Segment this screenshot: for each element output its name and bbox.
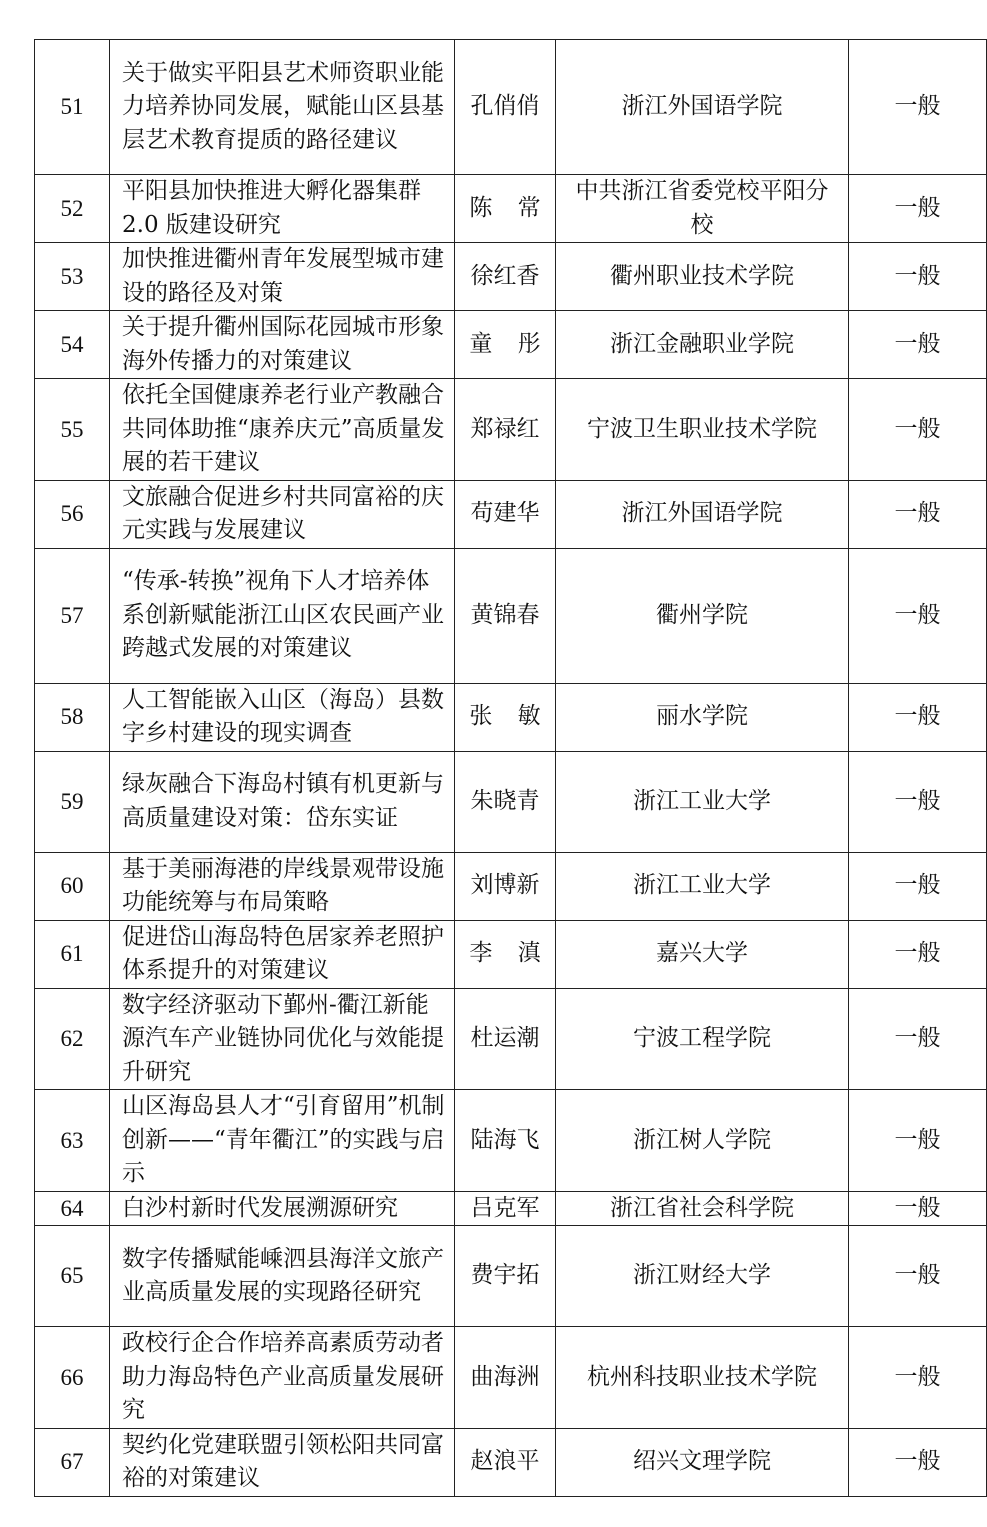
- author-name: 李滇: [469, 940, 566, 967]
- institution: 浙江工业大学: [556, 852, 849, 920]
- row-number: 63: [35, 1090, 110, 1192]
- table-row: [35, 243, 987, 311]
- grade-level: 一般: [849, 1327, 987, 1429]
- table-row: [35, 920, 987, 988]
- table-row: [35, 988, 987, 1090]
- row-number: 65: [35, 1226, 110, 1327]
- grade-level: 一般: [849, 480, 987, 548]
- project-title: 白沙村新时代发展溯源研究: [110, 1191, 455, 1226]
- author-name: 陆海飞: [455, 1090, 556, 1192]
- institution: 浙江工业大学: [556, 751, 849, 852]
- grade-level: 一般: [849, 243, 987, 311]
- project-list-table: [34, 39, 987, 1497]
- table-row: [35, 751, 987, 852]
- table-row: [35, 683, 987, 751]
- project-title: 数字传播赋能嵊泗县海洋文旅产业高质量发展的实现路径研究: [110, 1226, 455, 1327]
- project-title: 平阳县加快推进大孵化器集群 2.0 版建设研究: [110, 175, 455, 243]
- table-row: [35, 311, 987, 379]
- grade-level: 一般: [849, 852, 987, 920]
- row-number: 54: [35, 311, 110, 379]
- table-row: [35, 379, 987, 481]
- table-row: [35, 175, 987, 243]
- project-title: “传承-转换”视角下人才培养体系创新赋能浙江山区农民画产业跨越式发展的对策建议: [110, 548, 455, 683]
- project-title: 山区海岛县人才“引育留用”机制创新——“青年衢江”的实践与启示: [110, 1090, 455, 1192]
- project-title: 加快推进衢州青年发展型城市建设的路径及对策: [110, 243, 455, 311]
- author-name: 费宇拓: [455, 1226, 556, 1327]
- table-body: [35, 40, 987, 1497]
- row-number: 55: [35, 379, 110, 481]
- row-number: 58: [35, 683, 110, 751]
- institution: 丽水学院: [556, 683, 849, 751]
- project-title: 绿灰融合下海岛村镇有机更新与高质量建设对策：岱东实证: [110, 751, 455, 852]
- table-row: [35, 852, 987, 920]
- author-name: 曲海洲: [455, 1327, 556, 1429]
- project-title: 政校行企合作培养高素质劳动者助力海岛特色产业高质量发展研究: [110, 1327, 455, 1429]
- grade-level: 一般: [849, 920, 987, 988]
- project-title: 人工智能嵌入山区（海岛）县数字乡村建设的现实调查: [110, 683, 455, 751]
- row-number: 56: [35, 480, 110, 548]
- author-name: 朱晓青: [455, 751, 556, 852]
- project-title: 契约化党建联盟引领松阳共同富裕的对策建议: [110, 1428, 455, 1496]
- project-title: 数字经济驱动下鄞州-衢江新能源汽车产业链协同优化与效能提升研究: [110, 988, 455, 1090]
- author-name: 郑禄红: [455, 379, 556, 481]
- institution: 宁波工程学院: [556, 988, 849, 1090]
- grade-level: 一般: [849, 683, 987, 751]
- institution: 浙江财经大学: [556, 1226, 849, 1327]
- table-row: [35, 1226, 987, 1327]
- row-number: 52: [35, 175, 110, 243]
- institution: 杭州科技职业技术学院: [556, 1327, 849, 1429]
- grade-level: 一般: [849, 1090, 987, 1192]
- row-number: 62: [35, 988, 110, 1090]
- author-name: 童彤: [469, 330, 566, 357]
- row-number: 60: [35, 852, 110, 920]
- table-row: [35, 1428, 987, 1496]
- author-cell: [455, 311, 566, 379]
- grade-level: 一般: [849, 175, 987, 243]
- project-title: 关于做实平阳县艺术师资职业能力培养协同发展，赋能山区县基层艺术教育提质的路径建议: [110, 40, 455, 175]
- institution: 衢州学院: [556, 548, 849, 683]
- author-name: 吕克军: [455, 1191, 556, 1226]
- institution: 浙江外国语学院: [556, 480, 849, 548]
- row-number: 59: [35, 751, 110, 852]
- author-name: 赵浪平: [455, 1428, 556, 1496]
- project-title: 促进岱山海岛特色居家养老照护体系提升的对策建议: [110, 920, 455, 988]
- grade-level: 一般: [849, 988, 987, 1090]
- author-name: 苟建华: [455, 480, 556, 548]
- institution: 浙江树人学院: [556, 1090, 849, 1192]
- institution: 宁波卫生职业技术学院: [556, 379, 849, 481]
- grade-level: 一般: [849, 548, 987, 683]
- row-number: 64: [35, 1191, 110, 1226]
- table-row: [35, 480, 987, 548]
- project-title: 关于提升衢州国际花园城市形象海外传播力的对策建议: [110, 311, 455, 379]
- grade-level: 一般: [849, 1428, 987, 1496]
- author-name: 张敏: [469, 703, 566, 730]
- grade-level: 一般: [849, 1226, 987, 1327]
- institution: 衢州职业技术学院: [556, 243, 849, 311]
- institution: 浙江金融职业学院: [556, 311, 849, 379]
- table-row: [35, 1191, 987, 1226]
- row-number: 61: [35, 920, 110, 988]
- row-number: 53: [35, 243, 110, 311]
- project-title: 依托全国健康养老行业产教融合共同体助推“康养庆元”高质量发展的若干建议: [110, 379, 455, 481]
- author-name: 孔俏俏: [455, 40, 556, 175]
- institution: 浙江省社会科学院: [556, 1191, 849, 1226]
- row-number: 57: [35, 548, 110, 683]
- table-row: [35, 1090, 987, 1192]
- author-name: 杜运潮: [455, 988, 556, 1090]
- institution: 浙江外国语学院: [556, 40, 849, 175]
- institution: 中共浙江省委党校平阳分校: [556, 175, 849, 243]
- row-number: 67: [35, 1428, 110, 1496]
- table-row: [35, 1327, 987, 1429]
- author-name: 徐红香: [455, 243, 556, 311]
- grade-level: 一般: [849, 379, 987, 481]
- institution: 嘉兴大学: [556, 920, 849, 988]
- grade-level: 一般: [849, 1191, 987, 1226]
- author-cell: [455, 920, 566, 988]
- author-name: 刘博新: [455, 852, 556, 920]
- row-number: 51: [35, 40, 110, 175]
- grade-level: 一般: [849, 751, 987, 852]
- institution: 绍兴文理学院: [556, 1428, 849, 1496]
- author-name: 黄锦春: [455, 548, 556, 683]
- author-name: 陈常: [469, 194, 566, 221]
- table-row: [35, 40, 987, 175]
- author-cell: [455, 175, 566, 243]
- grade-level: 一般: [849, 311, 987, 379]
- project-title: 文旅融合促进乡村共同富裕的庆元实践与发展建议: [110, 480, 455, 548]
- table-row: [35, 548, 987, 683]
- grade-level: 一般: [849, 40, 987, 175]
- project-title: 基于美丽海港的岸线景观带设施功能统筹与布局策略: [110, 852, 455, 920]
- author-cell: [455, 683, 566, 751]
- row-number: 66: [35, 1327, 110, 1429]
